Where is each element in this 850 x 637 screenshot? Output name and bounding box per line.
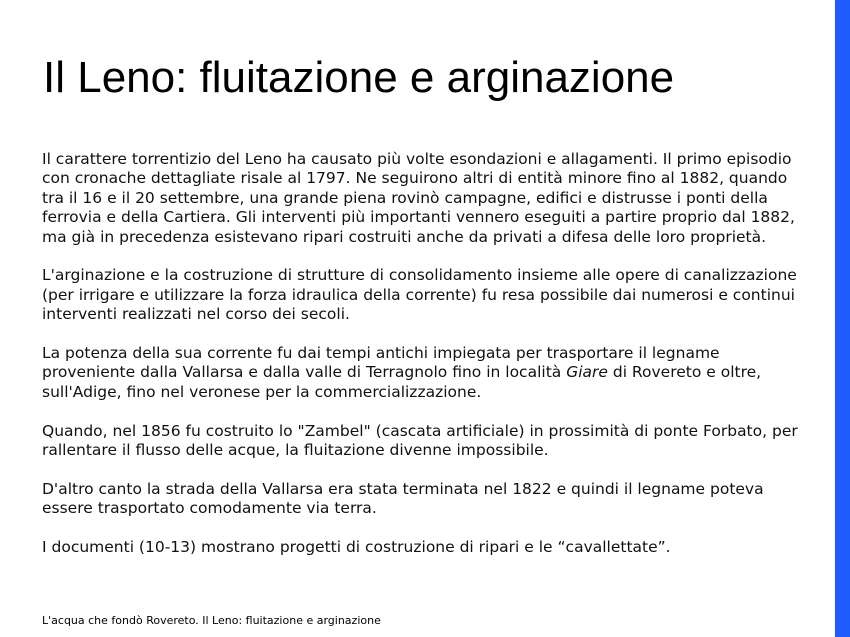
accent-bar bbox=[835, 0, 850, 637]
paragraph-documents: I documenti (10-13) mostrano progetti di costruzione di ripari e le “cavallettate”. bbox=[42, 538, 671, 557]
paragraph-log-driving bbox=[42, 344, 812, 402]
paragraph-log-driving-text-start: La potenza della sua corrente fu dai tempi antichi impiegata per trasportare il legname proveniente dalla Vallarsa e dalla valle di Terragnolo fino in località bbox=[42, 344, 720, 382]
paragraph-log-driving-text-end: di Rovereto e oltre, sull'Adige, fino nel veronese per la commercializzazione. bbox=[42, 363, 762, 401]
paragraph-zambel: Quando, nel 1856 fu costruito lo "Zambel" (cascata artificiale) in prossimità di ponte Forbato, per rallentare il flusso delle acque, la fluitazione divenne impossibile. bbox=[42, 421, 798, 460]
place-name-giare: Giare bbox=[566, 363, 608, 382]
slide-body bbox=[42, 150, 812, 577]
slide-footer: L'acqua che fondò Rovereto. Il Leno: fluitazione e arginazione bbox=[42, 614, 381, 627]
paragraph-vallarsa-road: D'altro canto la strada della Vallarsa era stata terminata nel 1822 e quindi il legname poteva essere trasportato comodamente via terra. bbox=[42, 479, 764, 518]
paragraph-flood-history: Il carattere torrentizio del Leno ha causato più volte esondazioni e allagamenti. Il primo episodio con cronache dettagliate risale al 1797. Ne seguirono altri di entità minore fino al 1882, quando tra il 16 e il 20 settembre, una grande piena rovinò campagne, edifici e distrusse i ponti della ferrovia e della Cartiera. Gli interventi più importanti vennero eseguiti a partire proprio dal 1882, ma già in precedenza esistevano ripari costruiti anche da privati a difesa delle loro proprietà. bbox=[42, 150, 795, 246]
paragraph-embankment: L'arginazione e la costruzione di strutture di consolidamento insieme alle opere di canalizzazione (per irrigare e utilizzare la forza idraulica della corrente) fu resa possibile dai numerosi e continui interventi realizzati nel corso dei secoli. bbox=[42, 266, 797, 324]
slide-title: Il Leno: fluitazione e arginazione bbox=[43, 53, 675, 102]
